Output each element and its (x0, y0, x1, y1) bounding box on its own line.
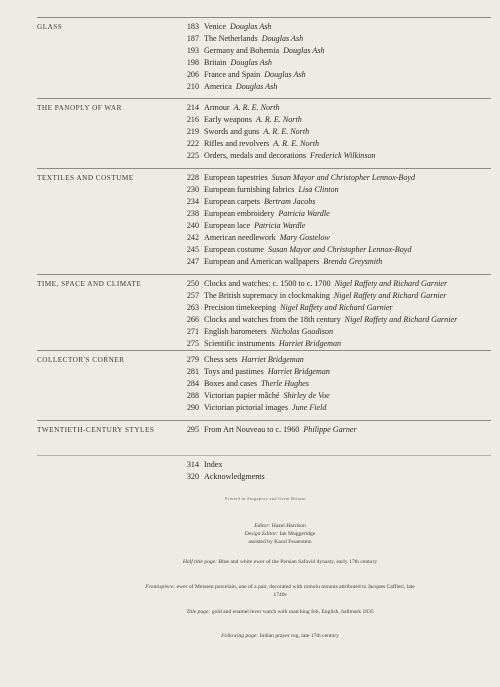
toc-entry[interactable] (173, 150, 376, 162)
toc-entry[interactable] (173, 256, 382, 268)
page-number: 193 (186, 46, 199, 55)
entry-author: Douglas Ash (230, 22, 272, 31)
toc-entry[interactable] (173, 45, 325, 57)
page-number: 247 (186, 257, 199, 266)
page-number: 214 (186, 103, 199, 112)
page-number: 219 (186, 127, 199, 136)
toc-entry[interactable] (173, 366, 330, 378)
half-title-label: Half title page: (182, 559, 218, 565)
toc-entry[interactable] (173, 378, 309, 390)
page-number: 314 (186, 460, 199, 469)
entry-author: A. R. E. North (273, 139, 320, 148)
page-number: 222 (186, 139, 199, 148)
page-number: 242 (186, 233, 199, 242)
page-number: 284 (186, 379, 199, 388)
toc-entry[interactable] (173, 69, 306, 81)
design-credit (120, 530, 440, 538)
page-number: 288 (186, 391, 199, 400)
toc-entry[interactable] (173, 172, 415, 184)
entry-subject: European costume (204, 245, 265, 254)
toc-entry[interactable] (173, 208, 330, 220)
entry-author: Nicholas Goodison (270, 327, 333, 336)
entry-author: Susan Mayor and Christopher Lennox-Boyd (268, 245, 412, 254)
following-label: Following page: (221, 633, 259, 639)
section-time-space-climate (37, 274, 491, 351)
entry-subject: The British supremacy in clockmaking (204, 291, 330, 300)
page-number: 271 (186, 327, 199, 336)
section-title: GLASS (37, 23, 63, 31)
page-number: 228 (186, 173, 199, 182)
entry-subject: English barometers (204, 327, 267, 336)
toc-entry[interactable] (173, 138, 319, 150)
printed-note: Printed in Singapore and Great Britain (225, 496, 306, 501)
toc-entry[interactable] (173, 390, 330, 402)
section-title: THE PANOPLY OF WAR (37, 104, 122, 112)
half-title-caption (150, 558, 410, 566)
entry-subject: Armour (204, 103, 230, 112)
page-number: 266 (186, 315, 199, 324)
section-title: TEXTILES AND COSTUME (37, 174, 134, 182)
page-number: 230 (186, 185, 199, 194)
entry-author: Brenda Greysmith (323, 257, 383, 266)
design-label: Design Editor: (244, 531, 279, 537)
section-glass (37, 17, 491, 93)
page-number: 281 (186, 367, 199, 376)
toc-entry[interactable] (173, 244, 411, 256)
toc-entry[interactable] (173, 57, 272, 69)
entry-author: Douglas Ash (264, 70, 306, 79)
frontispiece-text: ewer of Meissen porcelain, one of a pair, decorated with ormolu mounts attributed to Jacques Caffieri, late 1740s (176, 584, 415, 598)
toc-entry[interactable] (173, 424, 357, 436)
page-number: 320 (186, 472, 199, 481)
entry-author: June Field (292, 403, 327, 412)
following-page-caption (120, 632, 440, 640)
entry-subject: France and Spain (204, 70, 261, 79)
entry-subject: Index (204, 460, 223, 469)
page-number: 257 (186, 291, 199, 300)
toc-entry[interactable] (173, 326, 333, 338)
page-number: 198 (186, 58, 199, 67)
toc-entry[interactable] (173, 459, 222, 471)
title-page-caption (150, 608, 410, 616)
section-title: COLLECTOR'S CORNER (37, 356, 125, 364)
entry-author: Harriet Bridgeman (241, 355, 304, 364)
entry-author: Douglas Ash (235, 82, 278, 91)
entry-subject: Victorian papier mâché (204, 391, 280, 400)
entry-subject: The Netherlands (204, 34, 258, 43)
entry-author: Shirley de Voe (283, 391, 330, 400)
entry-subject: Swords and guns (204, 127, 260, 136)
page-number: 240 (186, 221, 199, 230)
entry-subject: From Art Nouveau to c. 1960 (204, 425, 300, 434)
toc-entry[interactable] (173, 33, 303, 45)
entry-author: Philippe Garner (303, 425, 357, 434)
entry-subject: European and American wallpapers (204, 257, 320, 266)
toc-entry[interactable] (173, 354, 304, 366)
entry-subject: Precision timekeeping (204, 303, 277, 312)
toc-entry[interactable] (173, 314, 457, 326)
entry-author: Susan Mayor and Christopher Lennox-Boyd (271, 173, 416, 182)
entry-subject: American needlework (204, 233, 276, 242)
toc-entry[interactable] (173, 102, 280, 114)
page-number: 279 (186, 355, 199, 364)
entry-author: Lisa Clinton (298, 185, 339, 194)
title-page-text: gold and enamel lever watch with matching fob, English, hallmark 1835 (211, 609, 374, 615)
entry-subject: Victorian pictorial images (204, 403, 289, 412)
half-title-text: Blue and white ewer of the Persian Safavid dynasty, early 17th century (218, 559, 378, 565)
entry-author: Bertram Jacobs (263, 197, 316, 206)
section-title: TWENTIETH-CENTURY STYLES (37, 426, 155, 434)
entry-author: Therle Hughes (261, 379, 309, 388)
toc-entry[interactable] (173, 232, 330, 244)
page-number: 225 (186, 151, 199, 160)
entry-author: Douglas Ash (261, 34, 304, 43)
frontispiece-caption (140, 583, 420, 599)
entry-subject: Britain (204, 58, 227, 67)
design-name: Ian Muggeridge (279, 531, 316, 537)
page-number: 290 (186, 403, 199, 412)
entry-subject: European carpets (204, 197, 260, 206)
entry-author: A. R. E. North (263, 127, 310, 136)
page-number: 183 (186, 22, 199, 31)
page-number: 234 (186, 197, 199, 206)
entry-subject: European lace (204, 221, 251, 230)
entry-author: Mary Gostelow (279, 233, 330, 242)
entry-subject: European tapestries (204, 173, 268, 182)
entry-author: Nigel Raffety and Richard Garnier (333, 291, 447, 300)
entry-author: A. R. E. North (233, 103, 280, 112)
page-number: 238 (186, 209, 199, 218)
entry-subject: Germany and Bohemia (204, 46, 280, 55)
editor-label: Editor: (254, 523, 271, 529)
toc-entry[interactable] (173, 338, 341, 350)
entry-author: Frederick Wilkinson (310, 151, 376, 160)
entry-subject: Scientific instruments (204, 339, 275, 348)
page-number: 210 (186, 82, 199, 91)
entry-subject: Boxes and cases (204, 379, 258, 388)
toc-entry[interactable] (173, 21, 271, 33)
entry-author: Harriet Bridgeman (267, 367, 330, 376)
following-text: Indian prayer rug, late 17th century (259, 633, 339, 639)
toc-entry[interactable] (173, 402, 326, 414)
toc-entry[interactable] (173, 81, 277, 93)
entry-author: Patricia Wardle (254, 221, 306, 230)
toc-entry[interactable] (173, 278, 447, 290)
entry-subject: Rifles and revolvers (204, 139, 270, 148)
toc-entry[interactable] (173, 196, 315, 208)
toc-entry[interactable] (173, 184, 339, 196)
entry-subject: Clocks and watches from the 18th century (204, 315, 341, 324)
page-number: 250 (186, 279, 199, 288)
entry-author: Patricia Wardle (278, 209, 330, 218)
page-number: 245 (186, 245, 199, 254)
section-collectors-corner (37, 350, 491, 417)
entry-subject: America (204, 82, 232, 91)
editor-name: Hazel Harrison (271, 523, 306, 529)
toc-entry[interactable] (173, 290, 446, 302)
entry-subject: Venice (204, 22, 227, 31)
entry-author: Douglas Ash (283, 46, 325, 55)
page-number: 206 (186, 70, 199, 79)
assisted-credit: assisted by Karol Feuerstein (248, 539, 312, 545)
entry-author: Harriet Bridgeman (278, 339, 342, 348)
section-title: TIME, SPACE AND CLIMATE (37, 280, 142, 288)
page-number: 263 (186, 303, 199, 312)
page-number: 187 (186, 34, 199, 43)
entry-author: A. R. E. North (255, 115, 302, 124)
entry-author: Nigel Raffety and Richard Garnier (334, 279, 448, 288)
frontispiece-label: Frontispiece: (145, 584, 176, 590)
entry-author: Nigel Raffety and Richard Garnier (280, 303, 393, 312)
entry-subject: Clocks and watches: c. 1500 to c. 1700 (204, 279, 331, 288)
entry-subject: Chess sets (204, 355, 238, 364)
entry-subject: Early weapons (204, 115, 252, 124)
entry-subject: European embroidery (204, 209, 275, 218)
toc-entry[interactable] (173, 126, 309, 138)
entry-subject: European furnishing fabrics (204, 185, 295, 194)
section-twentieth-century-styles (37, 420, 491, 453)
toc-entry[interactable] (173, 302, 393, 314)
section-panoply-of-war (37, 98, 491, 163)
page-number: 295 (186, 425, 199, 434)
section-textiles-and-costume (37, 168, 491, 269)
toc-entry[interactable] (173, 220, 305, 232)
title-page-label: Title page: (186, 609, 211, 615)
entry-subject: Acknowledgments (204, 472, 265, 481)
entry-author: Douglas Ash (230, 58, 272, 67)
entry-subject: Orders, medals and decorations (204, 151, 307, 160)
entry-author: Nigel Raffety and Richard Garnier (344, 315, 458, 324)
section-back-matter (37, 455, 491, 486)
page-number: 216 (186, 115, 199, 124)
toc-entry[interactable] (173, 114, 302, 126)
page-number: 275 (186, 339, 199, 348)
entry-subject: Toys and pastimes (204, 367, 264, 376)
toc-entry[interactable] (173, 471, 265, 483)
editor-credit (120, 522, 440, 530)
